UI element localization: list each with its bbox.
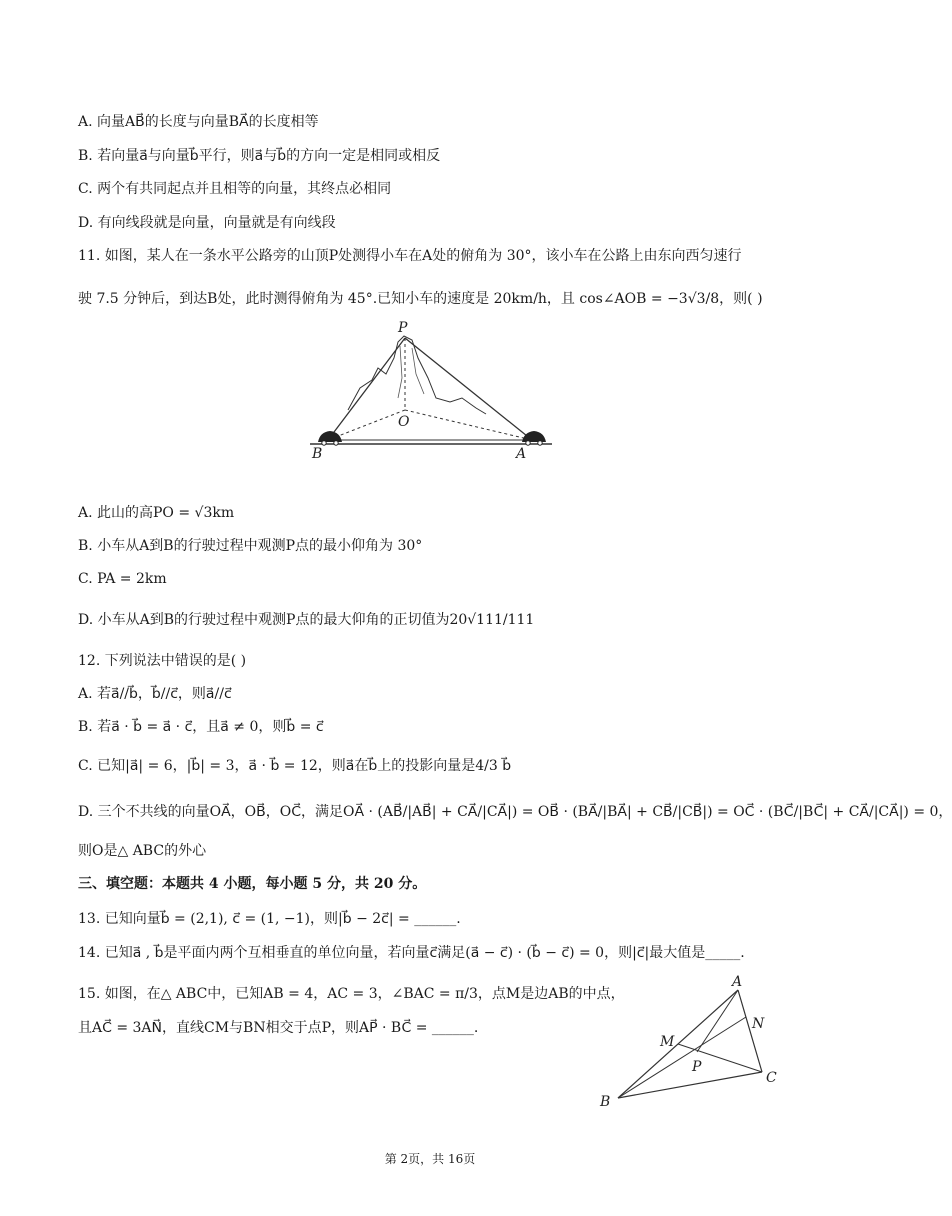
q12-option-b: B. 若a⃗ · b⃗ = a⃗ · c⃗，且a⃗ ≠ 0，则b⃗ = c⃗ xyxy=(78,719,324,735)
q14-stem: 14. 已知a⃗ , b⃗是平面内两个互相垂直的单位向量，若向量c⃗满足(a⃗ − c⃗) · (b⃗ − c⃗) = 0，则|c⃗|最大值是_____. xyxy=(78,945,745,961)
q15-stem-line1: 15. 如图，在△ ABC中，已知AB = 4，AC = 3，∠BAC = π/3，点M是边AB的中点， xyxy=(78,986,625,1002)
q11-stem-line1: 11. 如图，某人在一条水平公路旁的山顶P处测得小车在A处的俯角为 30°，该小车在公路上由东向西匀速行 xyxy=(78,248,742,264)
label-P: P xyxy=(692,1059,702,1075)
label-O: O xyxy=(398,414,410,430)
label-N: N xyxy=(752,1016,765,1032)
mountain-figure xyxy=(300,318,560,468)
label-C: C xyxy=(766,1070,777,1086)
q10-option-a: A. 向量AB⃗的长度与向量BA⃗的长度相等 xyxy=(78,114,319,130)
line-CM xyxy=(678,1044,762,1072)
q10-option-d: D. 有向线段就是向量，向量就是有向线段 xyxy=(78,215,336,231)
car-B-wheel xyxy=(334,441,338,445)
q10-option-c: C. 两个有共同起点并且相等的向量，其终点必相同 xyxy=(78,181,392,197)
label-P: P xyxy=(398,320,408,336)
q13-stem: 13. 已知向量b⃗ = (2,1), c⃗ = (1, −1)，则|b⃗ − 2c⃗| = ______. xyxy=(78,911,461,927)
q15-stem-line2: 且AC⃗ = 3AN⃗，直线CM与BN相交于点P，则AP⃗ · BC⃗ = ______. xyxy=(78,1020,479,1036)
q12-stem: 12. 下列说法中错误的是( ) xyxy=(78,653,247,669)
label-M: M xyxy=(660,1034,675,1050)
car-B-wheel xyxy=(322,441,326,445)
car-A-wheel xyxy=(538,441,542,445)
section-heading: 三、填空题：本题共 4 小题，每小题 5 分，共 20 分。 xyxy=(78,876,427,892)
q11-stem-line2: 驶 7.5 分钟后，到达B处，此时测得俯角为 45°.已知小车的速度是 20km/h，且 cos∠AOB = −3√3/8，则( ) xyxy=(78,291,763,307)
q10-option-b: B. 若向量a⃗与向量b⃗平行，则a⃗与b⃗的方向一定是相同或相反 xyxy=(78,148,441,164)
mountain-ridge xyxy=(398,346,424,398)
side-BC xyxy=(618,1072,762,1098)
q11-option-d: D. 小车从A到B的行驶过程中观测P点的最大仰角的正切值为20√111/111 xyxy=(78,612,535,628)
label-B: B xyxy=(312,446,323,462)
q11-option-c: C. PA = 2km xyxy=(78,571,167,587)
line-PA xyxy=(405,338,532,440)
car-B-icon xyxy=(318,431,342,442)
q11-option-b: B. 小车从A到B的行驶过程中观测P点的最小仰角为 30° xyxy=(78,538,423,554)
triangle-figure xyxy=(590,972,790,1112)
q11-option-a: A. 此山的高PO = √3km xyxy=(78,505,235,521)
car-A-icon xyxy=(522,431,546,442)
label-B: B xyxy=(600,1094,611,1110)
label-A: A xyxy=(516,446,527,462)
label-A: A xyxy=(732,974,743,990)
q12-option-c: C. 已知|a⃗| = 6，|b⃗| = 3，a⃗ · b⃗ = 12，则a⃗在b⃗上的投影向量是4/3 b⃗ xyxy=(78,758,512,774)
q12-option-a: A. 若a⃗//b⃗，b⃗//c⃗，则a⃗//c⃗ xyxy=(78,686,232,702)
q12-option-d: D. 三个不共线的向量OA⃗，OB⃗，OC⃗，满足OA⃗ · (AB⃗/|AB⃗| + CA⃗/|CA⃗|) = OB⃗ · (BA⃗/|BA⃗| + CB⃗/|CB⃗|) = OC⃗ · (BC⃗/|BC⃗| + CA⃗/|CA⃗|) = 0， xyxy=(78,804,952,820)
line-PB xyxy=(328,338,405,440)
car-A-wheel xyxy=(526,441,530,445)
page-footer: 第 2页，共 16页 xyxy=(384,1152,476,1166)
q12-option-d-cont: 则O是△ ABC的外心 xyxy=(78,843,207,859)
